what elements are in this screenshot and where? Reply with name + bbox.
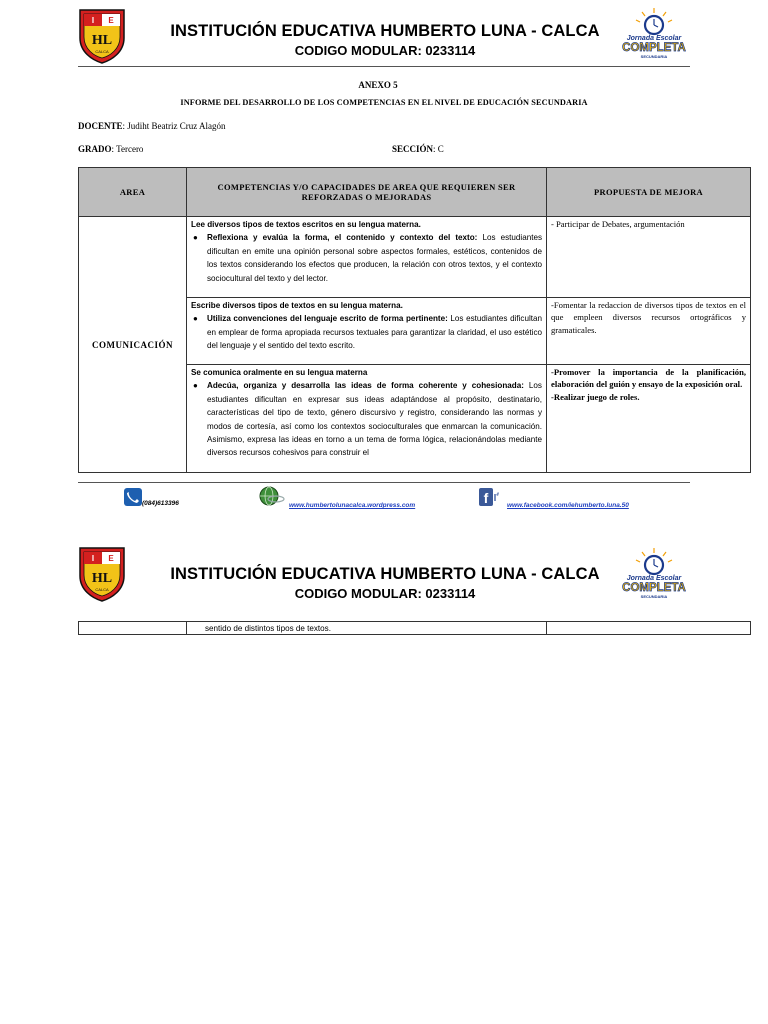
proposal-text: - Participar de Debates, argumentación <box>551 219 685 229</box>
bullet-icon: ● <box>193 233 198 243</box>
header-proposal: PROPUESTA DE MEJORA <box>547 168 751 217</box>
badge-line-1: Jornada Escolar <box>626 35 682 42</box>
capacity-name: Reflexiona y evalúa la forma, el contenido y contexto del texto: <box>207 233 478 243</box>
proposal-cell <box>547 217 751 298</box>
jornada-completa-badge <box>618 6 690 62</box>
footer-divider <box>78 482 690 483</box>
grade-line <box>78 144 143 154</box>
annex-label: ANEXO 5 <box>358 80 398 90</box>
proposal-text: -Realizar juego de roles. <box>551 391 640 402</box>
competency-title: Se comunica oralmente en su lengua materna <box>191 368 368 377</box>
badge-line-3: SECUNDARIA <box>640 54 668 59</box>
shield-letter-i: I <box>91 16 95 25</box>
shield-bottom-text: CALCA <box>95 587 109 592</box>
capacity-description: Los estudiantes dificultan en emite una opinión personal sobre aspectos formales, estéticos, contenidos de los textos considerando los efectos que producen, la relación con otros textos, y el contexto sociocultural del texto y del lector. <box>207 233 542 283</box>
badge-line-3: SECUNDARIA <box>640 594 668 599</box>
teacher-label: DOCENTE <box>78 121 123 131</box>
proposal-text: -Fomentar la redaccion de diversos tipos de textos en el que empleen diversos recursos ortográficos y gramaticales. <box>551 300 746 335</box>
proposal-text: -Promover la importancia de la planificación, elaboración del guión y ensayo de la exposición oral. <box>551 367 746 390</box>
header-competencies: COMPETENCIAS Y/O CAPACIDADES DE AREA QUE REQUIEREN SER REFORZADAS O MEJORADAS <box>187 168 547 217</box>
competencies-table <box>78 167 751 473</box>
badge-line-1: Jornada Escolar <box>626 575 682 582</box>
proposal-cell <box>547 365 751 473</box>
shield-bottom-text: CALCA <box>95 49 109 54</box>
globe-icon <box>258 485 286 507</box>
institution-name: INSTITUCIÓN EDUCATIVA HUMBERTO LUNA - CALCA <box>170 22 600 40</box>
bullet-icon: ● <box>193 314 198 324</box>
teacher-value: : Judiht Beatriz Cruz Alagón <box>122 121 226 131</box>
institution-name: INSTITUCIÓN EDUCATIVA HUMBERTO LUNA - CALCA <box>170 565 600 583</box>
footer-phone: (084)613396 <box>142 500 179 507</box>
continuation-table <box>78 621 751 635</box>
shield-letter-e: E <box>108 16 114 25</box>
capacity-description: Los estudiantes dificultan en expresar sus ideas adaptándose al propósito, destinatario, características del tipo de texto, género discursivo y registro, considerando las normas y modos de cortesía, así como los contextos socioculturales que enmarcan la comunicación. Asimismo, expresa las ideas en torno a un tema de forma lógica, relacionándolas mediante diversos recursos cohesivos para construir el <box>207 381 542 458</box>
svg-text:f: f <box>483 490 489 506</box>
header-divider <box>78 66 690 67</box>
shield-initials: HL <box>91 571 113 586</box>
table-header-row <box>79 168 751 217</box>
school-shield-logo <box>78 8 126 64</box>
badge-line-2: COMPLETA <box>622 582 686 594</box>
footer-website-link[interactable]: www.humbertolunacalca.wordpress.com <box>289 502 416 509</box>
area-cell <box>79 622 187 635</box>
shield-letter-e: E <box>108 554 114 563</box>
proposal-cell <box>547 622 751 635</box>
report-title: INFORME DEL DESARROLLO DE LOS COMPETENCIAS EN EL NIVEL DE EDUCACIÓN SECUNDARIA <box>180 98 588 107</box>
proposal-cell <box>547 298 751 365</box>
bullet-icon: ● <box>193 381 198 391</box>
competency-title: Lee diversos tipos de textos escritos en su lengua materna. <box>191 220 421 229</box>
section-label: SECCIÓN <box>392 144 434 154</box>
shield-letter-i: I <box>91 554 95 563</box>
capacity-name: Adecúa, organiza y desarrolla las ideas de forma coherente y cohesionada: <box>207 381 524 391</box>
competency-cell <box>187 217 547 298</box>
phone-icon <box>124 488 142 506</box>
list-item <box>191 379 542 459</box>
competency-title: Escribe diversos tipos de textos en su lengua materna. <box>191 301 403 310</box>
institution-code: CODIGO MODULAR: 0233114 <box>294 43 476 58</box>
header-area: AREA <box>79 168 187 217</box>
facebook-icon <box>479 488 499 506</box>
competency-cell: sentido de distintos tipos de textos. <box>187 622 547 635</box>
shield-initials: HL <box>91 33 113 48</box>
grade-label: GRADO <box>78 144 112 154</box>
table-row <box>79 217 751 298</box>
list-item <box>191 231 542 285</box>
teacher-line <box>78 121 226 131</box>
section-line <box>392 144 444 154</box>
institution-code: CODIGO MODULAR: 0233114 <box>294 586 476 601</box>
area-cell: COMUNICACIÓN <box>79 217 187 473</box>
badge-line-2: COMPLETA <box>622 42 686 54</box>
table-row <box>79 622 751 635</box>
grade-value: : Tercero <box>111 144 144 154</box>
footer-facebook-link[interactable]: www.facebook.com/iehumberto.luna.50 <box>507 502 629 509</box>
competency-cell <box>187 298 547 365</box>
list-item <box>191 312 542 352</box>
section-value: : C <box>433 144 444 154</box>
capacity-name: Utiliza convenciones del lenguaje escrito de forma pertinente: <box>207 314 448 324</box>
capacity-description: Los estudiantes dificultan en emplear de forma apropiada recursos textuales para garantizar la claridad, el uso estético del lenguaje y el sentido del texto escrito. <box>207 314 543 351</box>
school-shield-logo <box>78 546 126 602</box>
jornada-completa-badge <box>618 546 690 602</box>
competency-cell <box>187 365 547 473</box>
